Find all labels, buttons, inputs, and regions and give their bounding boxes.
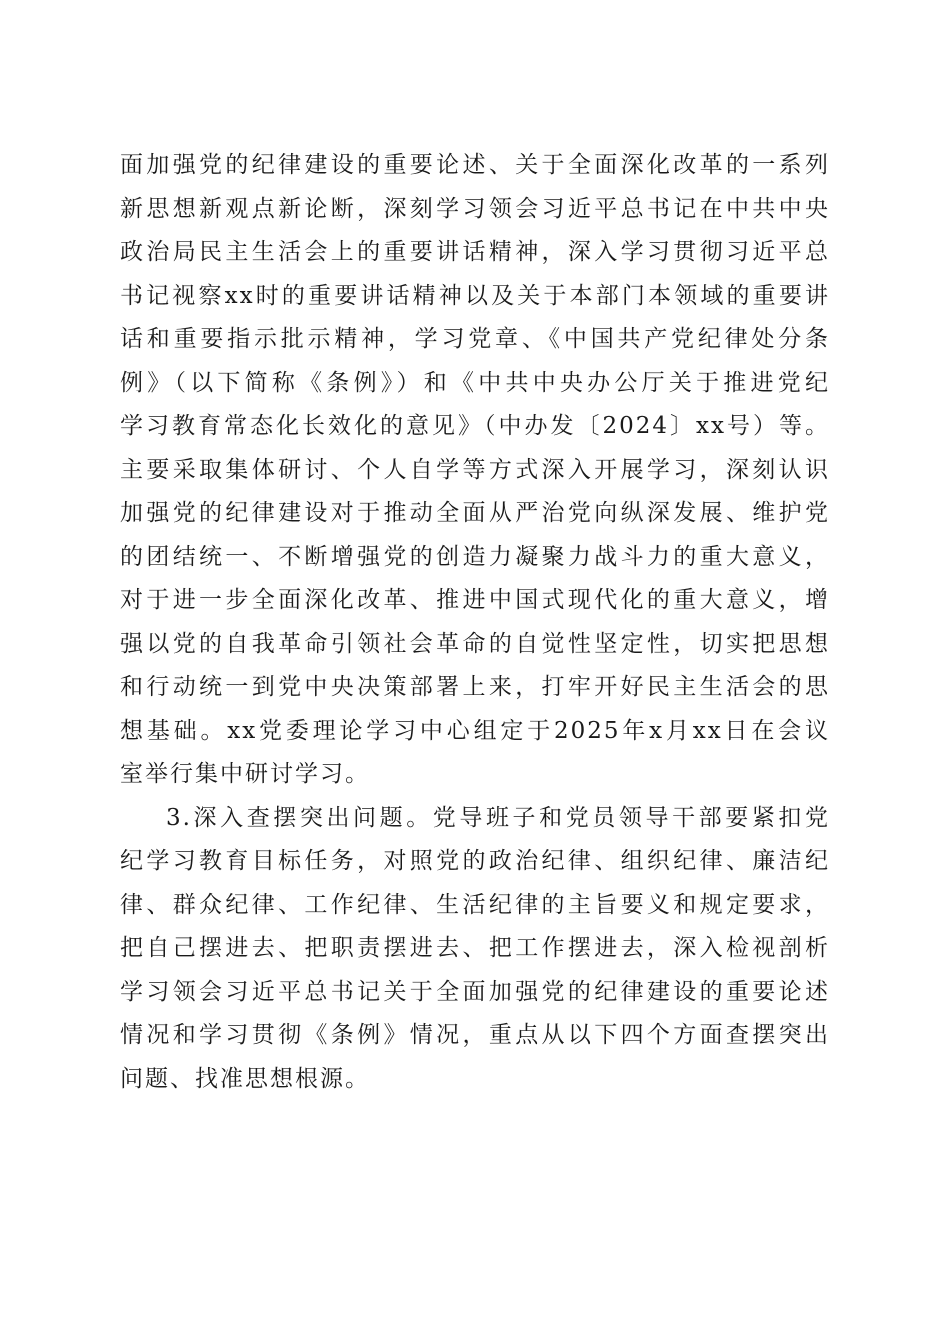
text-line: 的团结统一、不断增强党的创造力凝聚力战斗力的重大意义， <box>120 543 830 570</box>
text-line: 政治局民主生活会上的重要讲话精神，深入学习贯彻习近平总 <box>120 239 830 265</box>
section-heading-line: 3.深入查摆突出问题。党导班子和党员领导干部要紧扣党 <box>166 804 830 831</box>
text-line: 强以党的自我革命引领社会革命的自觉性坚定性，切实把思想 <box>120 630 830 657</box>
text-line: 问题、找准思想根源。 <box>120 1065 370 1092</box>
text-line: 主要采取集体研讨、个人自学等方式深入开展学习，深刻认识 <box>120 456 830 483</box>
paragraph-continued <box>120 144 830 797</box>
text-line: 律、群众纪律、工作纪律、生活纪律的主旨要义和规定要求， <box>120 891 830 918</box>
text-line: 纪学习教育目标任务，对照党的政治纪律、组织纪律、廉洁纪 <box>120 848 830 874</box>
text-line: 和行动统一到党中央决策部署上来，打牢开好民主生活会的思 <box>120 674 830 700</box>
text-line: 面加强党的纪律建设的重要论述、关于全面深化改革的一系列 <box>120 152 830 178</box>
document-body <box>120 144 830 1101</box>
paragraph-section-3 <box>120 797 830 1102</box>
text-line: 情况和学习贯彻《条例》情况，重点从以下四个方面查摆突出 <box>120 1022 830 1048</box>
text-line: 新思想新观点新论断，深刻学习领会习近平总书记在中共中央 <box>120 195 830 222</box>
text-line: 想基础。xx党委理论学习中心组定于2025年x月xx日在会议 <box>120 717 830 744</box>
text-line: 书记视察xx时的重要讲话精神以及关于本部门本领域的重要讲 <box>120 282 830 309</box>
text-line: 对于进一步全面深化改革、推进中国式现代化的重大意义，增 <box>120 587 830 613</box>
text-line: 话和重要指示批示精神，学习党章、《中国共产党纪律处分条 <box>120 326 830 352</box>
text-line: 加强党的纪律建设对于推动全面从严治党向纵深发展、维护党 <box>120 500 830 526</box>
text-line: 学习领会习近平总书记关于全面加强党的纪律建设的重要论述 <box>120 978 830 1005</box>
text-line: 把自己摆进去、把职责摆进去、把工作摆进去，深入检视剖析 <box>120 935 830 961</box>
text-line: 学习教育常态化长效化的意见》（中办发〔2024〕xx号）等。 <box>120 413 830 439</box>
text-line: 例》（以下简称《条例》）和《中共中央办公厅关于推进党纪 <box>120 369 830 396</box>
text-line: 室举行集中研讨学习。 <box>120 761 370 787</box>
